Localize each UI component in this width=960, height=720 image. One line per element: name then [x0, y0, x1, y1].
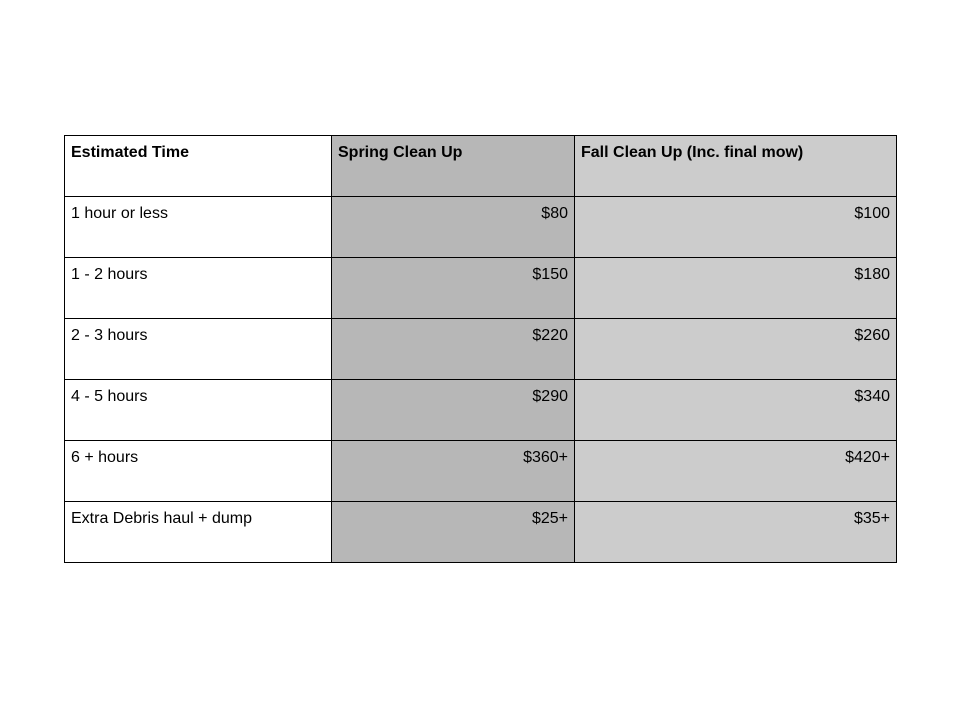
pricing-table [64, 135, 897, 563]
spring-price-cell: $220 [332, 319, 575, 380]
time-cell: 1 hour or less [65, 197, 332, 258]
fall-price-cell: $340 [575, 380, 897, 441]
table-header-row [65, 136, 897, 197]
table-row [65, 258, 897, 319]
fall-price-cell: $180 [575, 258, 897, 319]
pricing-table-container [64, 135, 896, 563]
time-cell: 4 - 5 hours [65, 380, 332, 441]
fall-price-cell: $35+ [575, 502, 897, 563]
fall-price-cell: $260 [575, 319, 897, 380]
table-row [65, 502, 897, 563]
table-row [65, 319, 897, 380]
time-cell: 2 - 3 hours [65, 319, 332, 380]
spring-price-cell: $25+ [332, 502, 575, 563]
spring-price-cell: $80 [332, 197, 575, 258]
spring-price-cell: $290 [332, 380, 575, 441]
table-row [65, 380, 897, 441]
header-estimated-time: Estimated Time [65, 136, 332, 197]
time-cell: Extra Debris haul + dump [65, 502, 332, 563]
table-row [65, 441, 897, 502]
time-cell: 1 - 2 hours [65, 258, 332, 319]
table-row [65, 197, 897, 258]
fall-price-cell: $420+ [575, 441, 897, 502]
time-cell: 6 + hours [65, 441, 332, 502]
header-spring-clean-up: Spring Clean Up [332, 136, 575, 197]
spring-price-cell: $360+ [332, 441, 575, 502]
fall-price-cell: $100 [575, 197, 897, 258]
spring-price-cell: $150 [332, 258, 575, 319]
header-fall-clean-up: Fall Clean Up (Inc. final mow) [575, 136, 897, 197]
